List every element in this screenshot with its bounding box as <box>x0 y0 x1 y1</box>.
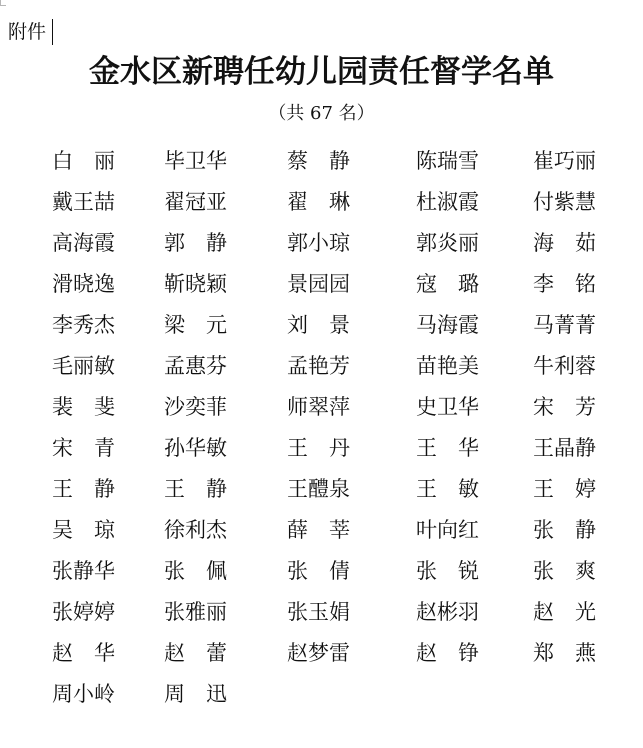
page-corner-mark <box>0 0 6 6</box>
person-name[interactable]: 张雅丽 <box>164 600 227 624</box>
person-name[interactable]: 靳晓颖 <box>164 272 227 296</box>
person-name[interactable]: 刘 景 <box>287 313 350 337</box>
person-name[interactable]: 孟艳芳 <box>287 354 350 378</box>
document-subtitle[interactable]: （共 67 名） <box>268 103 375 124</box>
person-name[interactable]: 苗艳美 <box>416 354 479 378</box>
person-name[interactable]: 张 倩 <box>287 559 350 583</box>
person-name[interactable]: 孟惠芬 <box>164 354 227 378</box>
person-name[interactable]: 赵彬羽 <box>416 600 479 624</box>
person-name[interactable]: 郭 静 <box>164 231 227 255</box>
person-name[interactable]: 王 婷 <box>533 477 596 501</box>
person-name[interactable]: 蔡 静 <box>287 149 350 173</box>
person-name[interactable]: 徐利杰 <box>164 518 227 542</box>
person-name[interactable]: 王 敏 <box>416 477 479 501</box>
person-name[interactable]: 宋 芳 <box>533 395 596 419</box>
person-name[interactable]: 滑晓逸 <box>52 272 115 296</box>
person-name[interactable]: 李秀杰 <box>52 313 115 337</box>
person-name[interactable]: 翟冠亚 <box>164 190 227 214</box>
person-name[interactable]: 张婷婷 <box>52 600 115 624</box>
person-name[interactable]: 王 静 <box>164 477 227 501</box>
person-name[interactable]: 翟 琳 <box>287 190 350 214</box>
person-name[interactable]: 张 锐 <box>416 559 479 583</box>
person-name[interactable]: 崔巧丽 <box>533 149 596 173</box>
person-name[interactable]: 周 迅 <box>164 682 227 706</box>
attachment-label: 附件 <box>8 21 47 43</box>
name-row <box>0 472 643 513</box>
person-name[interactable]: 周小岭 <box>52 682 115 706</box>
person-name[interactable]: 史卫华 <box>416 395 479 419</box>
person-name[interactable]: 海 茹 <box>533 231 596 255</box>
person-name[interactable]: 吴 琼 <box>52 518 115 542</box>
person-name[interactable]: 张静华 <box>52 559 115 583</box>
person-name[interactable]: 孙华敏 <box>164 436 227 460</box>
name-list <box>0 144 643 718</box>
name-row <box>0 144 643 185</box>
name-row <box>0 267 643 308</box>
person-name[interactable]: 王 静 <box>52 477 115 501</box>
person-name[interactable]: 王醴泉 <box>287 477 350 501</box>
person-name[interactable]: 李 铭 <box>533 272 596 296</box>
person-name[interactable]: 杜淑霞 <box>416 190 479 214</box>
person-name[interactable]: 付紫慧 <box>533 190 596 214</box>
name-row <box>0 595 643 636</box>
person-name[interactable]: 赵 华 <box>52 641 115 665</box>
text-cursor <box>52 19 53 45</box>
person-name[interactable]: 戴王喆 <box>52 190 115 214</box>
name-row <box>0 636 643 677</box>
person-name[interactable]: 景园园 <box>287 272 350 296</box>
person-name[interactable]: 毕卫华 <box>164 149 227 173</box>
person-name[interactable]: 寇 璐 <box>416 272 479 296</box>
person-name[interactable]: 薛 莘 <box>287 518 350 542</box>
person-name[interactable]: 白 丽 <box>52 149 115 173</box>
name-row <box>0 513 643 554</box>
person-name[interactable]: 梁 元 <box>164 313 227 337</box>
name-row <box>0 390 643 431</box>
person-name[interactable]: 高海霞 <box>52 231 115 255</box>
person-name[interactable]: 王 丹 <box>287 436 350 460</box>
person-name[interactable]: 王晶静 <box>533 436 596 460</box>
person-name[interactable]: 毛丽敏 <box>52 354 115 378</box>
person-name[interactable]: 郭炎丽 <box>416 231 479 255</box>
person-name[interactable]: 赵 铮 <box>416 641 479 665</box>
person-name[interactable]: 赵梦雷 <box>287 641 350 665</box>
name-row <box>0 677 643 718</box>
document-title[interactable]: 金水区新聘任幼儿园责任督学名单 <box>89 54 554 90</box>
person-name[interactable]: 张 爽 <box>533 559 596 583</box>
person-name[interactable]: 赵 光 <box>533 600 596 624</box>
name-row <box>0 226 643 267</box>
person-name[interactable]: 叶向红 <box>416 518 479 542</box>
person-name[interactable]: 陈瑞雪 <box>416 149 479 173</box>
person-name[interactable]: 张玉娟 <box>287 600 350 624</box>
person-name[interactable]: 沙奕菲 <box>164 395 227 419</box>
person-name[interactable]: 郑 燕 <box>533 641 596 665</box>
person-name[interactable]: 马海霞 <box>416 313 479 337</box>
name-row <box>0 431 643 472</box>
person-name[interactable]: 师翠萍 <box>287 395 350 419</box>
person-name[interactable]: 张 佩 <box>164 559 227 583</box>
name-row <box>0 308 643 349</box>
name-row <box>0 349 643 390</box>
person-name[interactable]: 马菁菁 <box>533 313 596 337</box>
person-name[interactable]: 牛利蓉 <box>533 354 596 378</box>
person-name[interactable]: 裴 斐 <box>52 395 115 419</box>
person-name[interactable]: 郭小琼 <box>287 231 350 255</box>
name-row <box>0 554 643 595</box>
person-name[interactable]: 王 华 <box>416 436 479 460</box>
person-name[interactable]: 赵 蕾 <box>164 641 227 665</box>
name-row <box>0 185 643 226</box>
person-name[interactable]: 宋 青 <box>52 436 115 460</box>
person-name[interactable]: 张 静 <box>533 518 596 542</box>
